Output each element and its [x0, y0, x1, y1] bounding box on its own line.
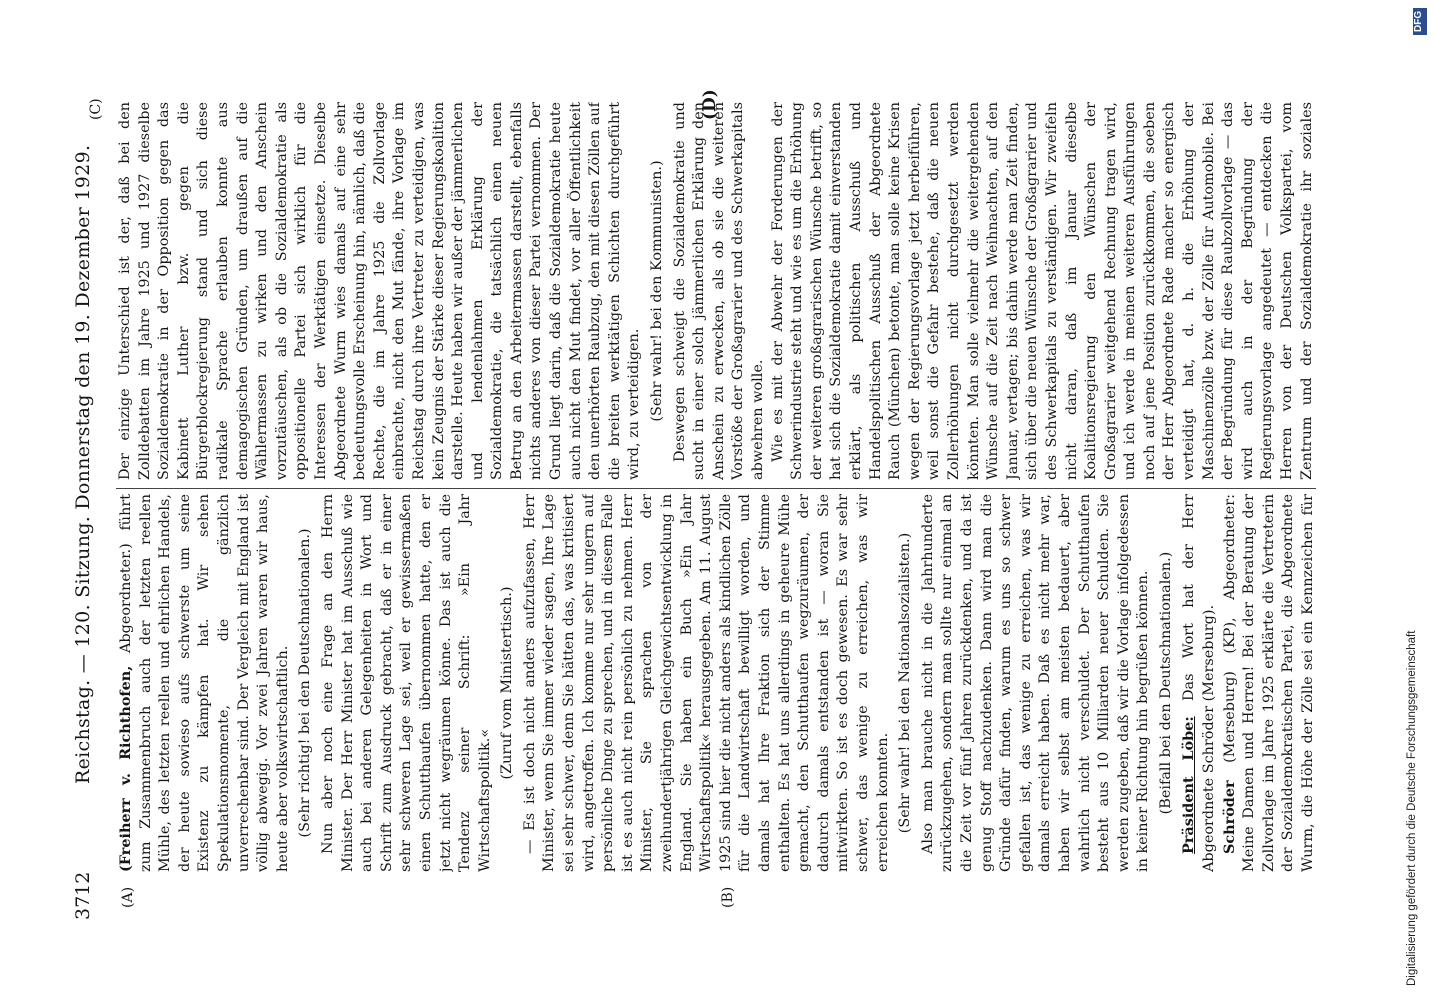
- interjection: (Sehr wahr! bei den Kommunisten.): [649, 160, 666, 422]
- speaker-role: Abgeordneter.): [118, 543, 134, 653]
- paragraph: Wie es mit der Abwehr der Forderungen der Schwerindustrie steht und wie es um die Erhöhung der weiteren großagrarischen Wünsche betrifft, so hat sich die Sozialdemokratie damit einverstanden erklärt, als politischen Ausschuß und Handelspolitischen Ausschuß der Abgeordnete Rauch (München) betonte, man solle keine Krisen wegen der Regierungsvorlage jetzt herbeiführen, weil sonst die Gefahr bestehe, daß die neuen Zollerhöhungen nicht durchgesetzt werden könnten. Man solle vielmehr die weitergehenden Wünsche auf die Zeit nach Weihnachten, auf den Januar, vertagen; bis dahin werde man Zeit finden, sich über die neuen Wünsche der Großagrarier und des Schwerkapitals zu verständigen. Wir zweifeln nicht daran, daß im Januar dieselbe Koalitionsregierung den Wünschen der Großagrarier weitgehend Rechnung tragen wird, und ich werde in meinen weiteren Ausführungen noch auf jene Position zurückkommen, die soeben der Herr Abgeordnete Rade macher so energisch verteidigt hat, d. h. die Erhöhung der Maschinenzölle bzw. der Zölle für Automobile. Bei der Begründung für diese Raubzollvorlage — das wird auch in der Begründung der Regierungsvorlage angedeutet — entdecken die Herren von der Deutschen Volkspartei, vom Zentrum und der Sozialdemokratie ihr soziales: [769, 102, 1315, 480]
- paragraph: [1220, 494, 1316, 872]
- right-column: [116, 102, 1316, 480]
- margin-letter-c: (C): [88, 98, 104, 120]
- paragraph-text: führt zum Zusammenbruch auch der letzten reellen Mühle, des letzten reellen und ehrlichen Handels, der heute sowieso aufs schwerste um seine Existenz zu kämpfen hat. Wir sehen Spekulationsmomente, die gänzlich unverrechenbar sind. Der Vergleich mit England ist völlig abwegig. Vor zwei Jahren waren wir haus, heute aber volkswirtschaftlich.: [118, 494, 291, 872]
- margin-letter-d: (D): [700, 89, 720, 120]
- left-column: [116, 494, 1316, 872]
- speaker-name: Schröder: [1220, 780, 1238, 854]
- paragraph: — Es ist doch nicht anders aufzufassen, Herr Minister, wenn Sie immer wieder sagen, Ihre Lage sei sehr schwer, denn Sie hätten das, was kritisiert wird, angetroffen. Ich komme nur sehr ungern auf persönliche Dinge zu sprechen, und in diesem Falle ist es auch nicht rein persönlich zu nehmen. Herr Minister, Sie sprachen von der zweihundertjährigen Gleichgewichtsentwicklung in England. Sie haben ein Buch »Ein Jahr Wirtschaftspolitik« herausgegeben. Am 11. August 1925 sind hier die nicht anders als kindlichen Zölle für die Landwirtschaft bewilligt worden, und damals hat Ihre Fraktion sich der Stimme enthalten. Es hat uns allerdings in geheure Mühe gemacht, den Schutthaufen wegzuräumen, der dadurch damals entstanden ist — woran Sie mitwirkten. So ist es doch gewesen. Es war sehr schwer, das wenige zu erreichen, was wir erreichen konnten.: [521, 494, 891, 872]
- paragraph: Deswegen schweigt die Sozialdemokratie und sucht in einer solch jämmerlichen Erklärung den Anschein zu erwecken, als ob sie die weiteren Vorstöße der Großagrarier und des Schwerkapitals abwehren wolle.: [671, 102, 766, 480]
- page-number: 3712: [72, 871, 94, 920]
- interjection: (Beifall bei den Deutschnationalen.): [1157, 551, 1174, 815]
- paragraph-text: Das Wort hat der Herr Abgeordnete Schröder (Merseburg).: [1181, 494, 1218, 872]
- column-rule: [116, 488, 1316, 489]
- running-head: Reichstag. — 120. Sitzung. Donnerstag den 19. Dezember 1929.: [72, 144, 94, 784]
- credit-text: Digitalisierung gefördert durch die Deutsche Forschungsgemeinschaft: [1406, 630, 1418, 986]
- interjection: (Zuruf vom Ministertisch.): [499, 586, 516, 780]
- margin-letter-a: (A): [120, 886, 136, 908]
- paragraph: [116, 494, 293, 872]
- paragraph: [1179, 494, 1219, 872]
- interjection: (Sehr wahr! bei den Nationalsozialisten.): [897, 532, 914, 834]
- dfg-logo-text: DFG: [1413, 10, 1424, 32]
- speaker-name: Präsident Löbe:: [1180, 716, 1198, 854]
- paragraph: Also man brauche nicht in die Jahrhunderte zurückzugehen, sondern man sollte nur einmal an die Zeit vor fünf Jahren zurückdenken, und da ist genug Stoff nachzudenken. Dann wird man die Gründe dafür finden, warum es uns so schwer gefallen ist, das wenige zu erreichen, was wir damals erreicht haben. Daß es nicht mehr war, haben wir selbst am meisten bedauert, aber wahrlich nicht verschuldet. Der Schutthaufen besteht aus 10 Milliarden neuer Schulden. Sie werden zugeben, daß wir die Vorlage infolgedessen in keiner Richtung hin begrüßen können.: [919, 494, 1152, 872]
- paragraph-text: (Merseburg) (KP), Abgeordneter: Meine Damen und Herren! Bei der Beratung der Zollvorlage im Jahre 1925 erklärte die Vertreterin der Sozialdemokratischen Partei, die Abgeordnete Wurm, die Höhe der Zölle sei ein Kennzeichen für: [1221, 494, 1316, 872]
- dfg-logo: [1413, 8, 1427, 35]
- interjection: (Sehr richtig! bei den Deutschnationalen.): [297, 528, 314, 838]
- paragraph: Nun aber noch eine Frage an den Herrn Minister. Der Herr Minister hat im Ausschuß wie auch bei anderen Gelegenheiten in Wort und Schrift zum Ausdruck gebracht, daß er in einer sehr schweren Lage sei, weil er gewissermaßen einen Schutthaufen übernommen hatte, den er jetzt nicht wegräumen könne. Das ist auch die Tendenz seiner Schrift: »Ein Jahr Wirtschaftspolitik.«: [319, 494, 493, 872]
- paragraph: Der einzige Unterschied ist der, daß bei den Zolldebatten im Jahre 1925 und 1927 dieselbe Sozialdemokratie in der Opposition gegen das Kabinett Luther bzw. gegen die Bürgerblockregierung stand und sich diese radikale Sprache erlauben konnte aus demagogischen Gründen, um draußen auf die Wählermassen zu wirken und den Anschein vorzutäuschen, als ob die Sozialdemokratie als oppositionelle Partei sich wirklich für die Interessen der Werktätigen einsetze. Dieselbe Abgeordnete Wurm wies damals auf eine sehr bedeutungsvolle Erscheinung hin, nämlich, daß die Rechte, die im Jahre 1925 die Zollvorlage einbrachte, nicht den Mut fände, ihre Vorlage im Reichstag durch ihre Vertreter zu verteidigen, was kein Zeugnis der Stärke dieser Regierungskoalition darstelle. Heute haben wir außer der jämmerlichen und lendenlahmen Erklärung der Sozialdemokratie, die tatsächlich einen neuen Betrug an den Arbeitermassen darstellt, ebenfalls nichts anderes von dieser Partei vernommen. Der Grund liegt darin, daß die Sozialdemokratie heute auch nicht den Mut findet, vor aller Öffentlichkeit den unerhörten Raubzug, den mit diesen Zöllen auf die breiten werktätigen Schichten durchgeführt wird, zu verteidigen.: [117, 102, 643, 480]
- speaker-name: (Freiherr v. Richthofen,: [117, 665, 134, 872]
- margin-letter-b: (B): [720, 886, 736, 908]
